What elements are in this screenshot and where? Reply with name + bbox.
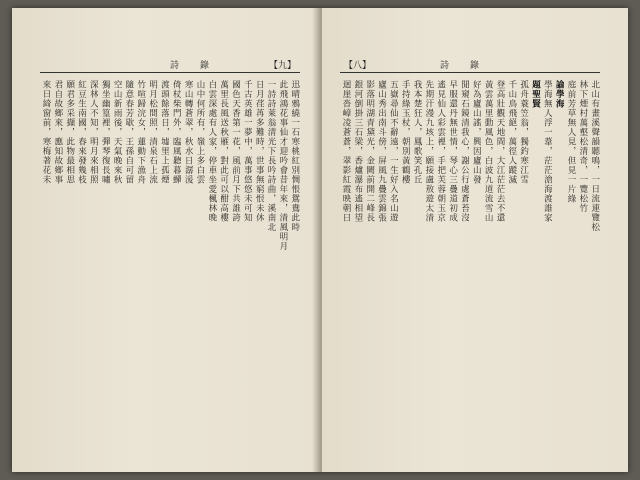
text-column: 此飛鴻花事仙才迎吟會昔年來，清風明月 xyxy=(277,80,288,251)
text-column: 空山新雨後，天氣晚來秋 xyxy=(112,80,123,185)
text-column: 孤舟蓑笠翁，獨釣寒江雪 xyxy=(518,80,529,185)
text-column: 學海無人浮一葦，茫茫滄海渡誰家 xyxy=(542,80,553,223)
text-column: 影落明湖青黛光，金闕前開二峰長 xyxy=(364,80,375,223)
poem-heading: 題聖賢 xyxy=(530,80,541,109)
text-column: 迴崖沓嶂凌蒼蒼，翠影紅霞映朝日 xyxy=(341,80,351,223)
text-column: 五嶽尋仙不辭遠，一生好入名山遊 xyxy=(388,80,399,223)
text-column: 國色天香第一花，風前月下共誰誇 xyxy=(230,80,241,223)
text-column: 紅豆生南國，春來發幾枝 xyxy=(76,80,87,185)
text-column: 銀河倒掛三石梁，香爐瀑布遙相望 xyxy=(352,80,363,223)
text-column: 迅晴鴉繞一石寒桃紅別惆悵鴛鴦此時 xyxy=(289,80,300,232)
text-column: 廬山秀出南斗傍，屏風九疊雲錦張 xyxy=(376,80,387,223)
poem-heading: 諭學海 xyxy=(554,80,565,109)
text-column: 我本楚狂人，鳳歌笑孔丘 xyxy=(412,80,423,185)
text-column: 隨意春芳歇，王孫自可留 xyxy=(123,80,134,185)
left-page-number: 【九】 xyxy=(268,61,296,71)
book-spread xyxy=(12,8,628,472)
text-column: 一詩詩萊翁淸光下長吟詩曲，溪南北 xyxy=(266,80,277,232)
left-page-title: 詩 錄 xyxy=(170,61,216,71)
text-column: 獨坐幽篁裡，彈琴復長嘯 xyxy=(100,80,111,185)
right-page-header xyxy=(340,56,600,73)
text-column: 渡頭餘落日，墟里上孤煙 xyxy=(159,80,170,185)
text-column: 白雲深處有人家，停車坐愛楓林晚 xyxy=(206,80,217,223)
text-column: 倚杖柴門外，臨風聽暮蟬 xyxy=(171,80,182,185)
left-page-text xyxy=(40,80,300,440)
right-page-number: 【八】 xyxy=(344,61,372,71)
text-column: 山中何所有，嶺上多白雲 xyxy=(194,80,205,185)
text-column: 來日綺窗前，寒梅著花未 xyxy=(41,80,51,185)
text-column: 千山鳥飛絕，萬徑人蹤滅 xyxy=(506,80,517,185)
text-column: 寒山轉蒼翠，秋水日潺湲 xyxy=(183,80,194,185)
left-page-header xyxy=(40,56,300,73)
left-page xyxy=(12,8,318,472)
text-column: 深林人不知，明月來相照 xyxy=(88,80,99,185)
text-column: 千古英雄一夢中，萬事悠悠未可知 xyxy=(242,80,253,223)
text-column: 萬里長風送秋雁，對此可以酣高樓 xyxy=(218,80,229,223)
text-column: 先期汗漫九垓上，願接盧敖遊太清 xyxy=(423,80,434,223)
text-column: 閒窺石鏡清我心，謝公行處蒼苔沒 xyxy=(459,80,470,223)
text-column: 北山有畫溪聲韻聽鳴，一日流連覽松 xyxy=(589,80,600,232)
text-column: 君自故鄉來，應知故鄉事 xyxy=(52,80,63,185)
text-column: 庭前芳草無人見，但見一片綠 xyxy=(566,80,577,204)
text-column: 手持綠玉杖，朝別黃鶴樓 xyxy=(400,80,411,185)
text-column: 日月荏苒多難時，世事無窮恨未休 xyxy=(254,80,265,223)
text-column: 竹喧歸浣女，蓮動下漁舟 xyxy=(135,80,146,185)
right-page-text xyxy=(340,80,600,440)
text-column: 願君多采擷，此物最相思 xyxy=(64,80,75,185)
text-column: 明月松間照，清泉石上流 xyxy=(147,80,158,185)
text-column: 早服還丹無世情，琴心三疊道初成 xyxy=(447,80,458,223)
text-column: 遙見仙人彩雲裡，手把芙蓉朝玉京 xyxy=(435,80,446,223)
right-page-title: 詩 錄 xyxy=(440,61,486,71)
right-page xyxy=(322,8,628,472)
text-column: 登高壯觀天地間，大江茫茫去不還 xyxy=(494,80,505,223)
text-column: 林下煙村萬壑松清奇，一覽松竹 xyxy=(577,80,588,213)
text-column: 好為廬山謠，興因廬山發 xyxy=(471,80,482,185)
text-column: 黃雲萬里動風色，白波九道流雪山 xyxy=(483,80,494,223)
